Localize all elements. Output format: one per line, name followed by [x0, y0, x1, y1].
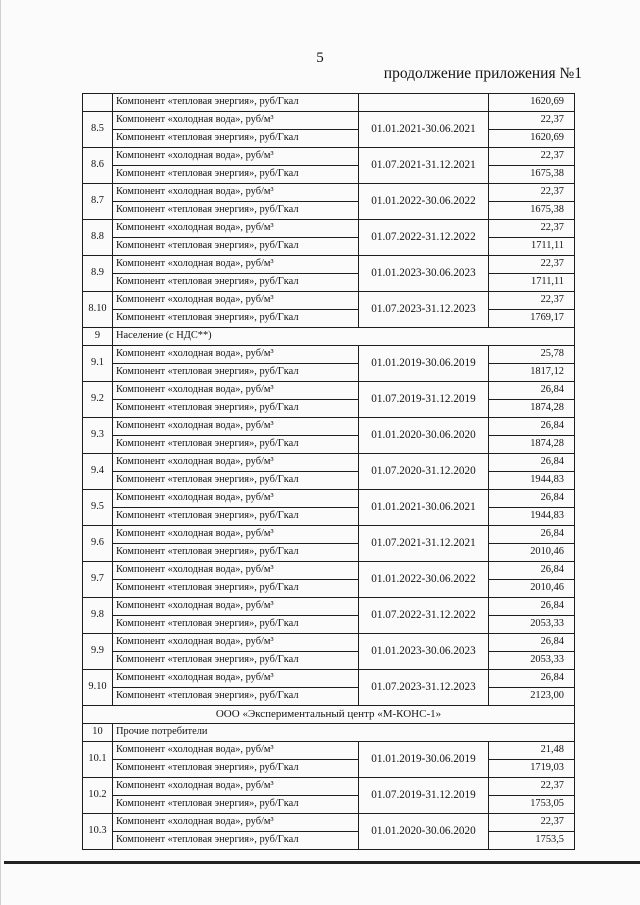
component-name: Компонент «тепловая энергия», руб/Гкал	[113, 760, 359, 778]
tariff-value: 2053,33	[489, 652, 575, 670]
table-row	[83, 796, 575, 814]
table-row	[83, 94, 575, 112]
table-row	[83, 220, 575, 238]
table-row	[83, 472, 575, 490]
item-number: 9.8	[83, 598, 113, 634]
tariff-value: 26,84	[489, 382, 575, 400]
component-name: Компонент «холодная вода», руб/м³	[113, 112, 359, 130]
tariff-value: 26,84	[489, 490, 575, 508]
component-name: Компонент «тепловая энергия», руб/Гкал	[113, 616, 359, 634]
table-row	[83, 238, 575, 256]
table-row	[83, 598, 575, 616]
component-name: Компонент «тепловая энергия», руб/Гкал	[113, 364, 359, 382]
tariff-period: 01.01.2021-30.06.2021	[359, 490, 489, 526]
table-row	[83, 346, 575, 364]
tariff-value: 22,37	[489, 220, 575, 238]
item-number: 9.10	[83, 670, 113, 706]
section-number: 9	[83, 328, 113, 346]
table-row	[83, 742, 575, 760]
tariff-period: 01.01.2023-30.06.2023	[359, 634, 489, 670]
tariff-value: 1620,69	[489, 94, 575, 112]
component-name: Компонент «тепловая энергия», руб/Гкал	[113, 310, 359, 328]
table-row	[83, 706, 575, 724]
section-number: 10	[83, 724, 113, 742]
table-row	[83, 382, 575, 400]
tariff-value: 1753,5	[489, 832, 575, 850]
component-name: Компонент «холодная вода», руб/м³	[113, 634, 359, 652]
component-name: Компонент «холодная вода», руб/м³	[113, 526, 359, 544]
component-name: Компонент «холодная вода», руб/м³	[113, 220, 359, 238]
table-row	[83, 778, 575, 796]
appendix-continuation-note: продолжение приложения №1	[383, 65, 582, 82]
tariff-value: 2123,00	[489, 688, 575, 706]
item-number: 8.7	[83, 184, 113, 220]
component-name: Компонент «тепловая энергия», руб/Гкал	[113, 544, 359, 562]
tariff-value: 22,37	[489, 148, 575, 166]
tariff-value: 26,84	[489, 670, 575, 688]
tariff-value: 1874,28	[489, 400, 575, 418]
tariff-period: 01.01.2020-30.06.2020	[359, 814, 489, 850]
tariff-period: 01.07.2023-31.12.2023	[359, 292, 489, 328]
tariff-period: 01.07.2019-31.12.2019	[359, 778, 489, 814]
table-row	[83, 562, 575, 580]
item-number: 8.6	[83, 148, 113, 184]
table-row	[83, 616, 575, 634]
tariff-period: 01.07.2020-31.12.2020	[359, 454, 489, 490]
component-name: Компонент «холодная вода», руб/м³	[113, 256, 359, 274]
tariff-value: 22,37	[489, 184, 575, 202]
tariff-value: 26,84	[489, 598, 575, 616]
tariff-period: 01.01.2019-30.06.2019	[359, 742, 489, 778]
tariff-value: 1675,38	[489, 166, 575, 184]
tariff-value: 22,37	[489, 814, 575, 832]
tariff-value: 25,78	[489, 346, 575, 364]
organization-heading: ООО «Экспериментальный центр «М-КОНС-1»	[83, 706, 575, 724]
component-name: Компонент «холодная вода», руб/м³	[113, 418, 359, 436]
component-name: Компонент «холодная вода», руб/м³	[113, 382, 359, 400]
component-name: Компонент «холодная вода», руб/м³	[113, 148, 359, 166]
tariff-period: 01.07.2023-31.12.2023	[359, 670, 489, 706]
table-row	[83, 274, 575, 292]
tariff-period: 01.01.2019-30.06.2019	[359, 346, 489, 382]
scan-edge-line	[0, 0, 1, 905]
tariff-value: 1675,38	[489, 202, 575, 220]
component-name: Компонент «тепловая энергия», руб/Гкал	[113, 166, 359, 184]
table-row	[83, 130, 575, 148]
table-row	[83, 814, 575, 832]
table-row	[83, 256, 575, 274]
component-name: Компонент «холодная вода», руб/м³	[113, 346, 359, 364]
item-number: 9.3	[83, 418, 113, 454]
tariff-value: 2010,46	[489, 580, 575, 598]
component-name: Компонент «тепловая энергия», руб/Гкал	[113, 94, 359, 112]
table-row	[83, 328, 575, 346]
component-name: Компонент «тепловая энергия», руб/Гкал	[113, 436, 359, 454]
component-name: Компонент «тепловая энергия», руб/Гкал	[113, 832, 359, 850]
tariff-value: 22,37	[489, 256, 575, 274]
item-number: 10.1	[83, 742, 113, 778]
tariff-value: 1944,83	[489, 472, 575, 490]
item-number: 10.2	[83, 778, 113, 814]
item-number: 8.9	[83, 256, 113, 292]
item-number: 10.3	[83, 814, 113, 850]
section-title: Население (с НДС**)	[113, 328, 575, 346]
table-row	[83, 310, 575, 328]
component-name: Компонент «тепловая энергия», руб/Гкал	[113, 472, 359, 490]
tariff-value: 1817,12	[489, 364, 575, 382]
tariff-value: 1753,05	[489, 796, 575, 814]
component-name: Компонент «холодная вода», руб/м³	[113, 670, 359, 688]
tariff-value: 2010,46	[489, 544, 575, 562]
component-name: Компонент «тепловая энергия», руб/Гкал	[113, 400, 359, 418]
tariff-value: 26,84	[489, 454, 575, 472]
tariff-value: 22,37	[489, 292, 575, 310]
table-row	[83, 490, 575, 508]
tariff-value: 26,84	[489, 526, 575, 544]
tariff-period: 01.01.2022-30.06.2022	[359, 184, 489, 220]
tariff-value: 26,84	[489, 562, 575, 580]
item-number: 8.10	[83, 292, 113, 328]
table-row	[83, 580, 575, 598]
component-name: Компонент «тепловая энергия», руб/Гкал	[113, 130, 359, 148]
tariff-period: 01.07.2019-31.12.2019	[359, 382, 489, 418]
tariff-value: 2053,33	[489, 616, 575, 634]
component-name: Компонент «тепловая энергия», руб/Гкал	[113, 508, 359, 526]
table-row	[83, 634, 575, 652]
component-name: Компонент «тепловая энергия», руб/Гкал	[113, 274, 359, 292]
scan-bottom-bar	[4, 861, 640, 864]
page-number: 5	[316, 50, 324, 66]
table-row	[83, 670, 575, 688]
component-name: Компонент «тепловая энергия», руб/Гкал	[113, 202, 359, 220]
item-number: 9.4	[83, 454, 113, 490]
table-row	[83, 652, 575, 670]
tariff-period: 01.07.2021-31.12.2021	[359, 526, 489, 562]
component-name: Компонент «тепловая энергия», руб/Гкал	[113, 796, 359, 814]
tariff-table-body	[83, 94, 575, 850]
table-row	[83, 364, 575, 382]
table-row	[83, 148, 575, 166]
component-name: Компонент «тепловая энергия», руб/Гкал	[113, 688, 359, 706]
component-name: Компонент «холодная вода», руб/м³	[113, 490, 359, 508]
item-number: 9.7	[83, 562, 113, 598]
table-row	[83, 112, 575, 130]
item-number: 9.6	[83, 526, 113, 562]
table-row	[83, 292, 575, 310]
table-row	[83, 418, 575, 436]
tariff-period	[359, 94, 489, 112]
component-name: Компонент «холодная вода», руб/м³	[113, 184, 359, 202]
component-name: Компонент «тепловая энергия», руб/Гкал	[113, 238, 359, 256]
tariff-period: 01.07.2021-31.12.2021	[359, 148, 489, 184]
item-number: 9.2	[83, 382, 113, 418]
component-name: Компонент «холодная вода», руб/м³	[113, 562, 359, 580]
tariff-period: 01.01.2022-30.06.2022	[359, 562, 489, 598]
table-row	[83, 526, 575, 544]
table-row	[83, 202, 575, 220]
component-name: Компонент «холодная вода», руб/м³	[113, 778, 359, 796]
table-row	[83, 832, 575, 850]
table-row	[83, 454, 575, 472]
table-row	[83, 400, 575, 418]
table-row	[83, 166, 575, 184]
tariff-value: 1711,11	[489, 238, 575, 256]
component-name: Компонент «холодная вода», руб/м³	[113, 598, 359, 616]
tariff-period: 01.07.2022-31.12.2022	[359, 220, 489, 256]
tariff-table	[82, 93, 575, 850]
tariff-value: 1769,17	[489, 310, 575, 328]
component-name: Компонент «тепловая энергия», руб/Гкал	[113, 580, 359, 598]
tariff-value: 1874,28	[489, 436, 575, 454]
table-row	[83, 760, 575, 778]
table-row	[83, 508, 575, 526]
table-row	[83, 436, 575, 454]
component-name: Компонент «холодная вода», руб/м³	[113, 814, 359, 832]
table-row	[83, 184, 575, 202]
tariff-value: 22,37	[489, 112, 575, 130]
item-number: 9.5	[83, 490, 113, 526]
tariff-value: 1719,03	[489, 760, 575, 778]
item-number: 9.1	[83, 346, 113, 382]
component-name: Компонент «холодная вода», руб/м³	[113, 742, 359, 760]
tariff-value: 1711,11	[489, 274, 575, 292]
component-name: Компонент «холодная вода», руб/м³	[113, 292, 359, 310]
tariff-value: 26,84	[489, 418, 575, 436]
item-number: 9.9	[83, 634, 113, 670]
tariff-value: 1620,69	[489, 130, 575, 148]
tariff-value: 26,84	[489, 634, 575, 652]
tariff-value: 22,37	[489, 778, 575, 796]
tariff-period: 01.01.2021-30.06.2021	[359, 112, 489, 148]
table-row	[83, 544, 575, 562]
item-number: 8.5	[83, 112, 113, 148]
tariff-value: 1944,83	[489, 508, 575, 526]
tariff-period: 01.01.2023-30.06.2023	[359, 256, 489, 292]
tariff-period: 01.07.2022-31.12.2022	[359, 598, 489, 634]
component-name: Компонент «тепловая энергия», руб/Гкал	[113, 652, 359, 670]
section-title: Прочие потребители	[113, 724, 575, 742]
item-number: 8.8	[83, 220, 113, 256]
component-name: Компонент «холодная вода», руб/м³	[113, 454, 359, 472]
table-row	[83, 724, 575, 742]
tariff-value: 21,48	[489, 742, 575, 760]
item-number	[83, 94, 113, 112]
tariff-period: 01.01.2020-30.06.2020	[359, 418, 489, 454]
table-row	[83, 688, 575, 706]
